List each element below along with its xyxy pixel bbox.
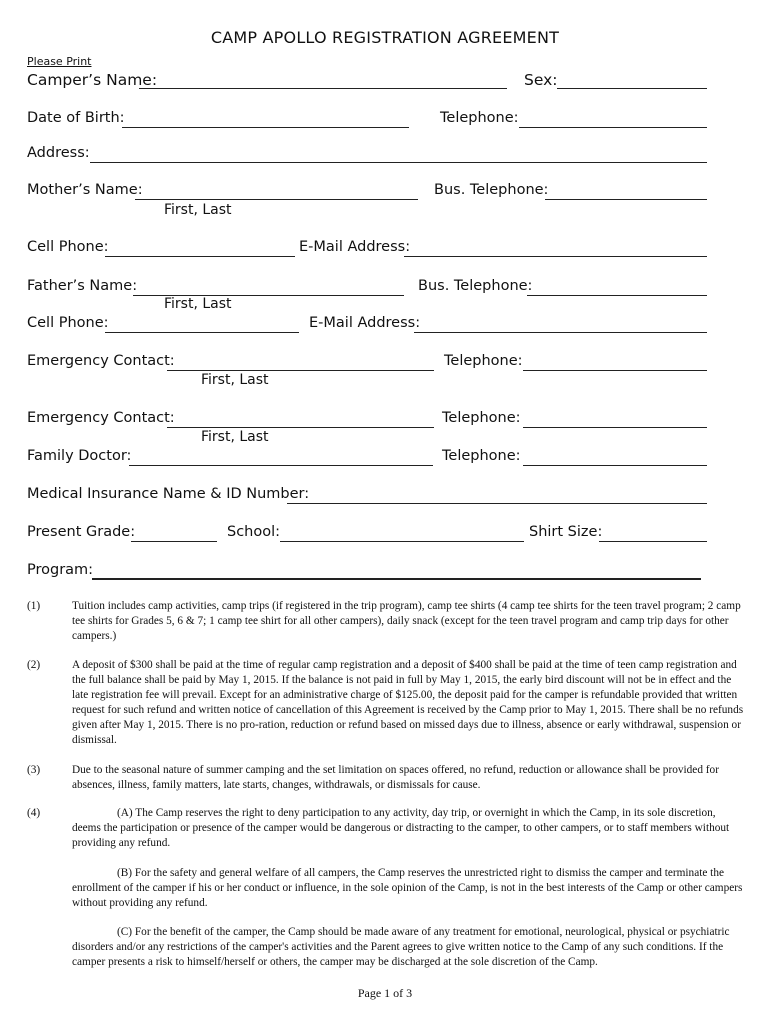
term-3	[27, 763, 747, 793]
camper-name-label: Camper’s Name:	[27, 71, 158, 89]
term-4	[27, 806, 747, 851]
father-cell-phone-field[interactable]	[105, 332, 299, 333]
father-bus-telephone-label: Bus. Telephone:	[418, 278, 533, 294]
dob-field[interactable]	[122, 127, 409, 128]
term-2-text: A deposit of $300 shall be paid at the time of regular camp registration and a deposit of $400 shall be paid at the time of teen camp registration and the full balance shall be paid by May 1, 2015. If the balance is not paid in full by May 1, 2015, the early bird discount will not be in effect and the late registration fee will prevail. Except for an administrative charge of $125.00, the deposit paid for the camper is refundable provided that written request for such refund and written notice of cancellation of this Agreement is received by the Camp prior to May 1, 2015. There shall be no refunds given after May 1, 2015. There is no pro-ration, reduction or refund based on missed days due to illness, absence or early withdrawal, suspension or dismissal.	[72, 659, 744, 746]
term-4a-text: (A) The Camp reserves the right to deny participation to any activity, day trip, or overnight in which the Camp, in its sole discretion, deems the participation or presence of the camper would be dangerous or distracting to the camper, to other campers, or to staff members without providing any refund.	[72, 807, 730, 849]
telephone-label: Telephone:	[440, 110, 519, 126]
family-doctor-row	[27, 448, 707, 470]
term-1-text: Tuition includes camp activities, camp trips (if registered in the trip program), camp tee shirts (4 camp tee shirts for the teen travel program; 2 camp tee shirts for Grades 5, 6 & 7; 1 camp tee shirt for all other campers), daily snack (except for the teen travel program and camp trip days for other campers.)	[72, 600, 741, 642]
program-label: Program:	[27, 562, 94, 578]
emergency-1-telephone-field[interactable]	[523, 370, 707, 371]
emergency-2-telephone-field[interactable]	[523, 427, 707, 428]
shirt-size-field[interactable]	[599, 541, 707, 542]
term-4b-text: (B) For the safety and general welfare of all campers, the Camp reserves the unrestricted right to dismiss the camper and terminate the enrollment of the camper if his or her conduct or influence, in the sole opinion of the Camp, is not in the best interests of the Camp or other campers without providing any refund.	[72, 867, 743, 909]
term-4c-text: (C) For the benefit of the camper, the Camp should be made aware of any treatment for emotional, neurological, physical or psychiatric disorders and/or any restrictions of the camper's activities and the Parent agrees to give written notice to the Camp of any such conditions. If the camper presents a risk to himself/herself or others, the camper may be discharged at the sole discretion of the Camp.	[72, 926, 730, 968]
emergency-contact-2-row	[27, 410, 707, 432]
form-title: CAMP APOLLO REGISTRATION AGREEMENT	[210, 28, 560, 47]
mother-first-last-hint: First, Last	[164, 202, 232, 218]
mother-bus-telephone-label: Bus. Telephone:	[434, 182, 549, 198]
father-name-label: Father’s Name:	[27, 278, 138, 294]
camper-name-field[interactable]	[139, 88, 507, 89]
emergency-contact-2-field[interactable]	[167, 427, 434, 428]
term-3-text: Due to the seasonal nature of summer camping and the set limitation on spaces offered, no refund, reduction or allowance shall be provided for absences, illness, family matters, late starts, changes, withdrawals, or dismissals for cause.	[72, 764, 719, 791]
father-email-field[interactable]	[414, 332, 707, 333]
term-4b	[27, 866, 747, 911]
emergency-contact-1-row	[27, 353, 707, 375]
mother-email-label: E-Mail Address:	[299, 239, 411, 255]
mother-bus-telephone-field[interactable]	[545, 199, 707, 200]
term-4-number: (4)	[27, 807, 41, 819]
medical-insurance-field[interactable]	[287, 503, 707, 504]
school-label: School:	[227, 524, 281, 540]
grade-school-row	[27, 524, 707, 546]
term-2-number: (2)	[27, 659, 41, 671]
mother-cell-phone-label: Cell Phone:	[27, 239, 109, 255]
emergency-contact-2-label: Emergency Contact:	[27, 410, 175, 426]
father-first-last-hint: First, Last	[164, 296, 232, 312]
term-1	[27, 599, 747, 644]
dob-row	[27, 110, 707, 132]
present-grade-field[interactable]	[131, 541, 217, 542]
mother-email-field[interactable]	[404, 256, 707, 257]
family-doctor-label: Family Doctor:	[27, 448, 132, 464]
dob-label: Date of Birth:	[27, 110, 125, 126]
father-email-label: E-Mail Address:	[309, 315, 421, 331]
term-4c	[27, 925, 747, 970]
father-name-row	[27, 278, 707, 300]
mother-name-field[interactable]	[135, 199, 418, 200]
father-bus-telephone-field[interactable]	[527, 295, 707, 296]
sex-label: Sex:	[524, 71, 558, 89]
term-3-number: (3)	[27, 764, 41, 776]
emergency-2-first-last-hint: First, Last	[201, 429, 269, 445]
family-doctor-field[interactable]	[129, 465, 433, 466]
program-row	[27, 562, 707, 584]
doctor-telephone-field[interactable]	[523, 465, 707, 466]
father-cell-phone-label: Cell Phone:	[27, 315, 109, 331]
address-field[interactable]	[90, 162, 707, 163]
shirt-size-label: Shirt Size:	[529, 524, 603, 540]
doctor-telephone-label: Telephone:	[442, 448, 521, 464]
address-label: Address:	[27, 145, 90, 161]
term-1-number: (1)	[27, 600, 41, 612]
mother-cell-phone-field[interactable]	[105, 256, 295, 257]
emergency-contact-1-label: Emergency Contact:	[27, 353, 175, 369]
mother-name-row	[27, 182, 707, 204]
telephone-field[interactable]	[519, 127, 707, 128]
present-grade-label: Present Grade:	[27, 524, 136, 540]
term-2	[27, 658, 747, 748]
father-contact-row	[27, 315, 707, 337]
page-number: Page 1 of 3	[357, 986, 413, 1000]
medical-insurance-label: Medical Insurance Name & ID Number:	[27, 486, 310, 502]
mother-name-label: Mother’s Name:	[27, 182, 143, 198]
school-field[interactable]	[280, 541, 524, 542]
emergency-1-first-last-hint: First, Last	[201, 372, 269, 388]
camper-name-row	[27, 71, 707, 93]
emergency-contact-1-field[interactable]	[167, 370, 434, 371]
mother-contact-row	[27, 239, 707, 261]
medical-insurance-row	[27, 486, 707, 508]
emergency-1-telephone-label: Telephone:	[444, 353, 523, 369]
program-field[interactable]	[92, 578, 701, 580]
emergency-2-telephone-label: Telephone:	[442, 410, 521, 426]
please-print-note: Please Print	[27, 55, 92, 68]
sex-field[interactable]	[557, 88, 707, 89]
address-row	[27, 145, 707, 167]
